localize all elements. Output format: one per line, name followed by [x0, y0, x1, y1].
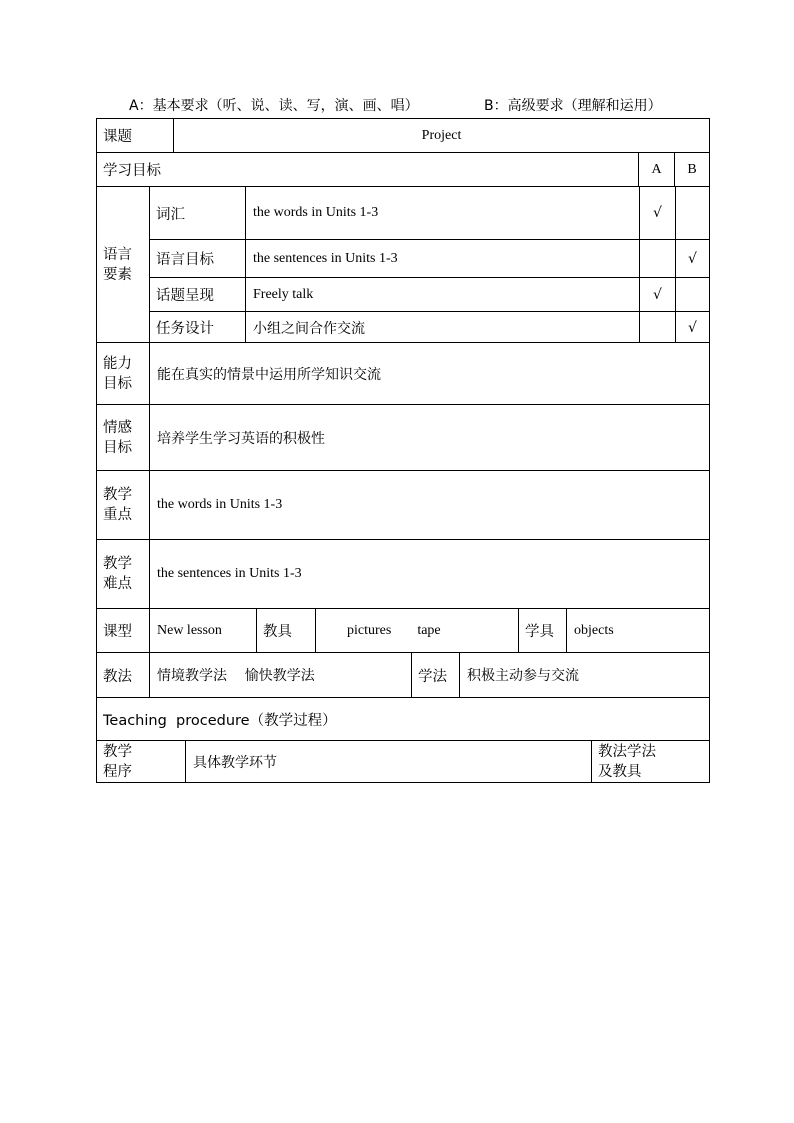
methods-aids-line1: 教法学法 [598, 743, 656, 760]
teaching-aids-pictures: pictures [347, 622, 392, 638]
teaching-method-value: 情境教学法 愉快教学法 [149, 653, 411, 697]
learning-method-label: 学法 [411, 653, 459, 697]
procedure-order-line1: 教学 [103, 743, 132, 760]
lesson-type-row [96, 608, 710, 652]
lesson-type-label: 课型 [103, 624, 132, 640]
language-goal-subrow [149, 239, 709, 277]
task-design-subrow [149, 311, 709, 343]
language-goal-a-check [639, 240, 675, 277]
task-design-content: 小组之间合作交流 [245, 312, 639, 343]
topic-value: Project [173, 119, 709, 152]
key-points-label-line2: 重点 [103, 507, 132, 523]
emotion-label-line1: 情感 [103, 419, 132, 436]
difficult-points-label [97, 540, 149, 608]
key-points-label [97, 471, 149, 539]
objectives-label: 学习目标 [103, 163, 161, 179]
difficult-points-label-line2: 难点 [103, 576, 132, 592]
ability-goal-row [96, 342, 710, 404]
ability-label-line1: 能力 [103, 355, 132, 372]
teaching-method-label: 教法 [103, 668, 132, 685]
vocab-subrow [149, 187, 709, 239]
task-design-a-check [639, 312, 675, 343]
requirements-legend [96, 96, 710, 116]
difficult-points-content: the sentences in Units 1-3 [149, 540, 709, 608]
teaching-aids-value [315, 609, 518, 652]
vocab-label: 词汇 [156, 206, 185, 223]
language-label-line2: 要素 [103, 266, 132, 283]
difficult-points-label-line1: 教学 [103, 556, 132, 572]
methods-aids-label [591, 741, 709, 782]
learning-method-value: 积极主动参与交流 [459, 653, 709, 697]
procedure-head-row [96, 740, 710, 783]
col-a-header: A [638, 153, 674, 186]
topic-row [96, 118, 710, 152]
topic-presentation-a-check: √ [639, 278, 675, 311]
objectives-row [96, 152, 710, 186]
ability-goal-content: 能在真实的情景中运用所学知识交流 [149, 343, 709, 404]
topic-presentation-subrow [149, 277, 709, 311]
language-label-line1: 语言 [103, 246, 132, 263]
procedure-order-label [97, 741, 185, 782]
teaching-aids-label: 教具 [256, 609, 315, 652]
topic-presentation-b-check [675, 278, 709, 311]
key-points-row [96, 470, 710, 539]
col-b-header: B [674, 153, 709, 186]
language-goal-content: the sentences in Units 1-3 [245, 240, 639, 277]
vocab-b-check [675, 187, 709, 239]
teaching-steps-label: 具体教学环节 [185, 741, 591, 782]
difficult-points-row [96, 539, 710, 608]
key-points-label-line1: 教学 [103, 487, 132, 503]
ability-goal-label [97, 343, 149, 404]
procedure-row [96, 697, 710, 740]
teaching-aids-tape: tape [417, 622, 441, 638]
methods-row [96, 652, 710, 697]
language-goal-b-check: √ [675, 240, 709, 277]
topic-label: 课题 [103, 129, 132, 145]
language-goal-label: 语言目标 [156, 252, 214, 268]
emotion-goal-label [97, 405, 149, 470]
lesson-type-value: New lesson [149, 609, 256, 652]
teaching-procedure-title: Teaching procedure（教学过程） [103, 712, 337, 729]
emotion-goal-content: 培养学生学习英语的积极性 [149, 405, 709, 470]
requirement-b-text: B：高级要求（理解和运用） [484, 98, 662, 114]
student-aids-value: objects [566, 609, 709, 652]
task-design-b-check: √ [675, 312, 709, 343]
language-elements-row [96, 186, 710, 342]
lesson-plan-table [96, 118, 710, 783]
requirement-a-text: A：基本要求（听、说、读、写，演、画、唱） [129, 98, 419, 114]
key-points-content: the words in Units 1-3 [149, 471, 709, 539]
procedure-order-line2: 程序 [103, 763, 132, 780]
student-aids-label: 学具 [518, 609, 566, 652]
methods-aids-line2: 及教具 [598, 763, 642, 780]
language-elements-label [97, 187, 149, 342]
ability-label-line2: 目标 [103, 375, 132, 392]
emotion-label-line2: 目标 [103, 439, 132, 456]
task-design-label: 任务设计 [156, 321, 214, 337]
emotion-goal-row [96, 404, 710, 470]
vocab-content: the words in Units 1-3 [245, 187, 639, 239]
topic-presentation-content: Freely talk [245, 278, 639, 311]
vocab-a-check: √ [639, 187, 675, 239]
topic-presentation-label: 话题呈现 [156, 288, 214, 304]
